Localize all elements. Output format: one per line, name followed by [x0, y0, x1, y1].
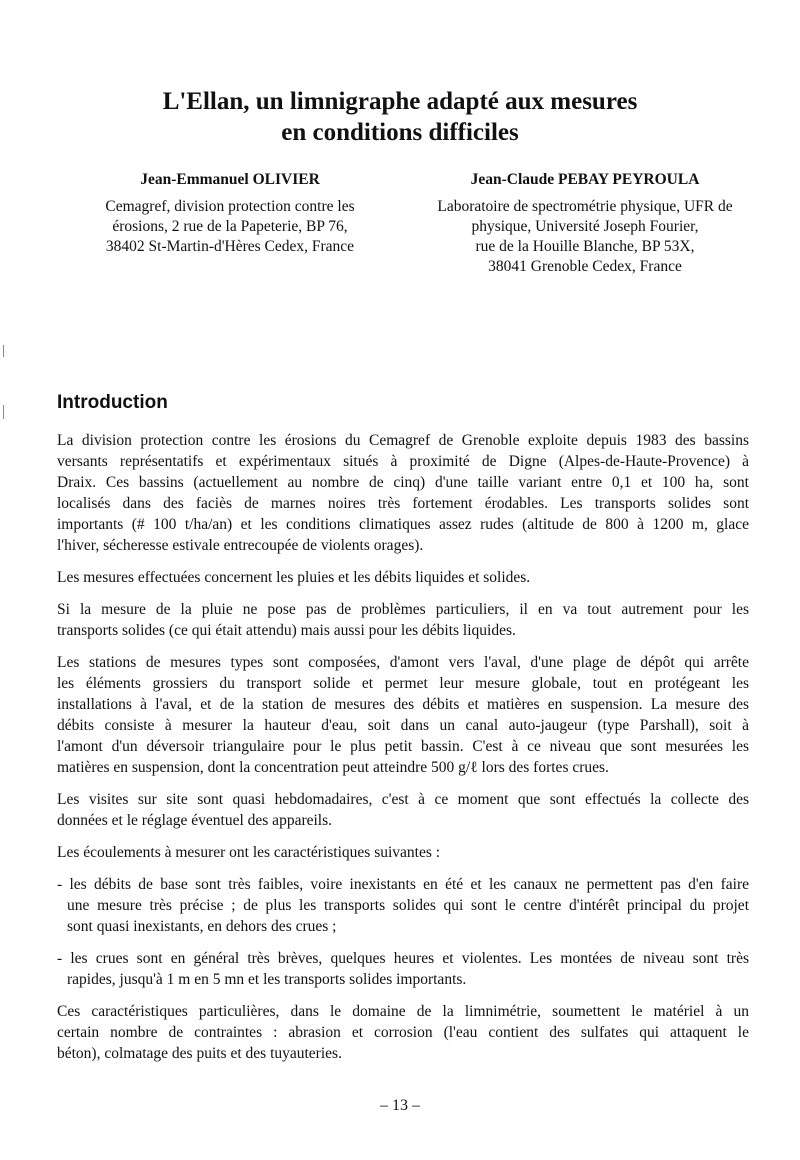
author-name: Jean-Claude PEBAY PEYROULA — [470, 171, 700, 188]
text-line: certain nombre de contraintes : abrasion et corrosion (l'eau contient des sulfates qui attaquent le — [57, 1024, 749, 1041]
text-line: béton), colmatage des puits et des tuyauteries. — [57, 1045, 342, 1062]
scan-artifact — [3, 345, 4, 357]
paragraph — [57, 430, 749, 556]
author-block — [60, 170, 400, 257]
paragraph — [57, 1001, 749, 1064]
text-line: Si la mesure de la pluie ne pose pas de problèmes particuliers, il en va tout autrement pour les — [57, 601, 749, 618]
paragraph — [57, 652, 749, 778]
author-affiliation-line: Laboratoire de spectrométrie physique, UFR de — [437, 198, 733, 215]
text-line: - les crues sont en général très brèves, quelques heures et violentes. Les montées de niveau sont très — [57, 950, 749, 967]
text-line: matières en suspension, dont la concentration peut atteindre 500 g/ℓ lors des fortes crues. — [57, 759, 609, 776]
text-line: débits consiste à mesurer la hauteur d'eau, soit dans un canal auto-jaugeur (type Parshall), soit à — [57, 717, 749, 734]
text-line: installations à l'aval, et de la station de mesures des débits et matières en suspension. La mesure des — [57, 696, 749, 713]
text-line: Les visites sur site sont quasi hebdomadaires, c'est à ce moment que sont effectués la collecte des — [57, 791, 749, 808]
author-affiliation-line: érosions, 2 rue de la Papeterie, BP 76, — [112, 218, 348, 235]
text-line: l'amont d'un déversoir triangulaire pour le plus petit bassin. C'est à ce niveau que sont mesurées les — [57, 738, 749, 755]
page-number: – 13 – — [380, 1097, 420, 1114]
paragraph — [57, 874, 749, 937]
author-affiliation-line: rue de la Houille Blanche, BP 53X, — [475, 238, 695, 255]
text-line: Draix. Ces bassins (actuellement au nombre de cinq) d'une taille variant entre 0,1 et 100 ha, sont — [57, 474, 749, 491]
text-line: importants (# 100 t/ha/an) et les conditions climatiques assez rudes (altitude de 800 à 1200 m, glace — [57, 516, 749, 533]
text-line: Ces caractéristiques particulières, dans le domaine de la limnimétrie, soumettent le matériel à un — [57, 1003, 749, 1020]
text-line: données et le réglage éventuel des appareils. — [57, 812, 333, 829]
author-affiliation-line: physique, Université Joseph Fourier, — [471, 218, 699, 235]
paragraph — [57, 789, 749, 831]
text-line: rapides, jusqu'à 1 m en 5 mn et les transports solides importants. — [67, 971, 467, 988]
paragraph — [57, 842, 749, 863]
author-name: Jean-Emmanuel OLIVIER — [140, 171, 320, 188]
text-line: Les écoulements à mesurer ont les caractéristiques suivantes : — [57, 844, 441, 861]
text-line: Les mesures effectuées concernent les pluies et les débits liquides et solides. — [57, 569, 531, 586]
text-line: transports solides (ce qui était attendu) mais aussi pour les débits liquides. — [57, 622, 516, 639]
text-line: Les stations de mesures types sont composées, d'amont vers l'aval, d'une plage de dépôt qui arrête — [57, 654, 749, 671]
text-line: l'hiver, sécheresse estivale entrecoupée de violents orages). — [57, 537, 424, 554]
author-affiliation-line: 38402 St-Martin-d'Hères Cedex, France — [105, 238, 355, 255]
section-heading: Introduction — [57, 392, 168, 413]
text-line: La division protection contre les érosions du Cemagref de Grenoble exploite depuis 1983 des bassins — [57, 432, 749, 449]
body-text — [57, 430, 749, 1075]
document-title — [0, 86, 800, 148]
text-line: - les débits de base sont très faibles, voire inexistants en été et les canaux ne permettent pas d'en faire — [57, 876, 749, 893]
text-line: les éléments grossiers du transport solide et permet leur mesure globale, tout en protégeant les — [57, 675, 749, 692]
title-line: L'Ellan, un limnigraphe adapté aux mesures — [162, 88, 638, 115]
text-line: sont quasi inexistants, en dehors des crues ; — [67, 918, 337, 935]
paragraph — [57, 567, 749, 588]
author-affiliation-line: Cemagref, division protection contre les — [105, 198, 355, 215]
paragraph — [57, 948, 749, 990]
title-line: en conditions difficiles — [281, 119, 519, 146]
author-block — [395, 170, 775, 277]
scan-artifact — [3, 405, 4, 419]
paragraph — [57, 599, 749, 641]
author-affiliation-line: 38041 Grenoble Cedex, France — [488, 258, 682, 275]
text-line: versants représentatifs et expérimentaux situés à proximité de Digne (Alpes-de-Haute-Provence) à — [57, 453, 749, 470]
text-line: localisés dans des faciès de marnes noires très fortement érodables. Les transports solides sont — [57, 495, 749, 512]
text-line: une mesure très précise ; de plus les transports solides qui sont le centre d'intérêt principal du projet — [67, 897, 749, 914]
